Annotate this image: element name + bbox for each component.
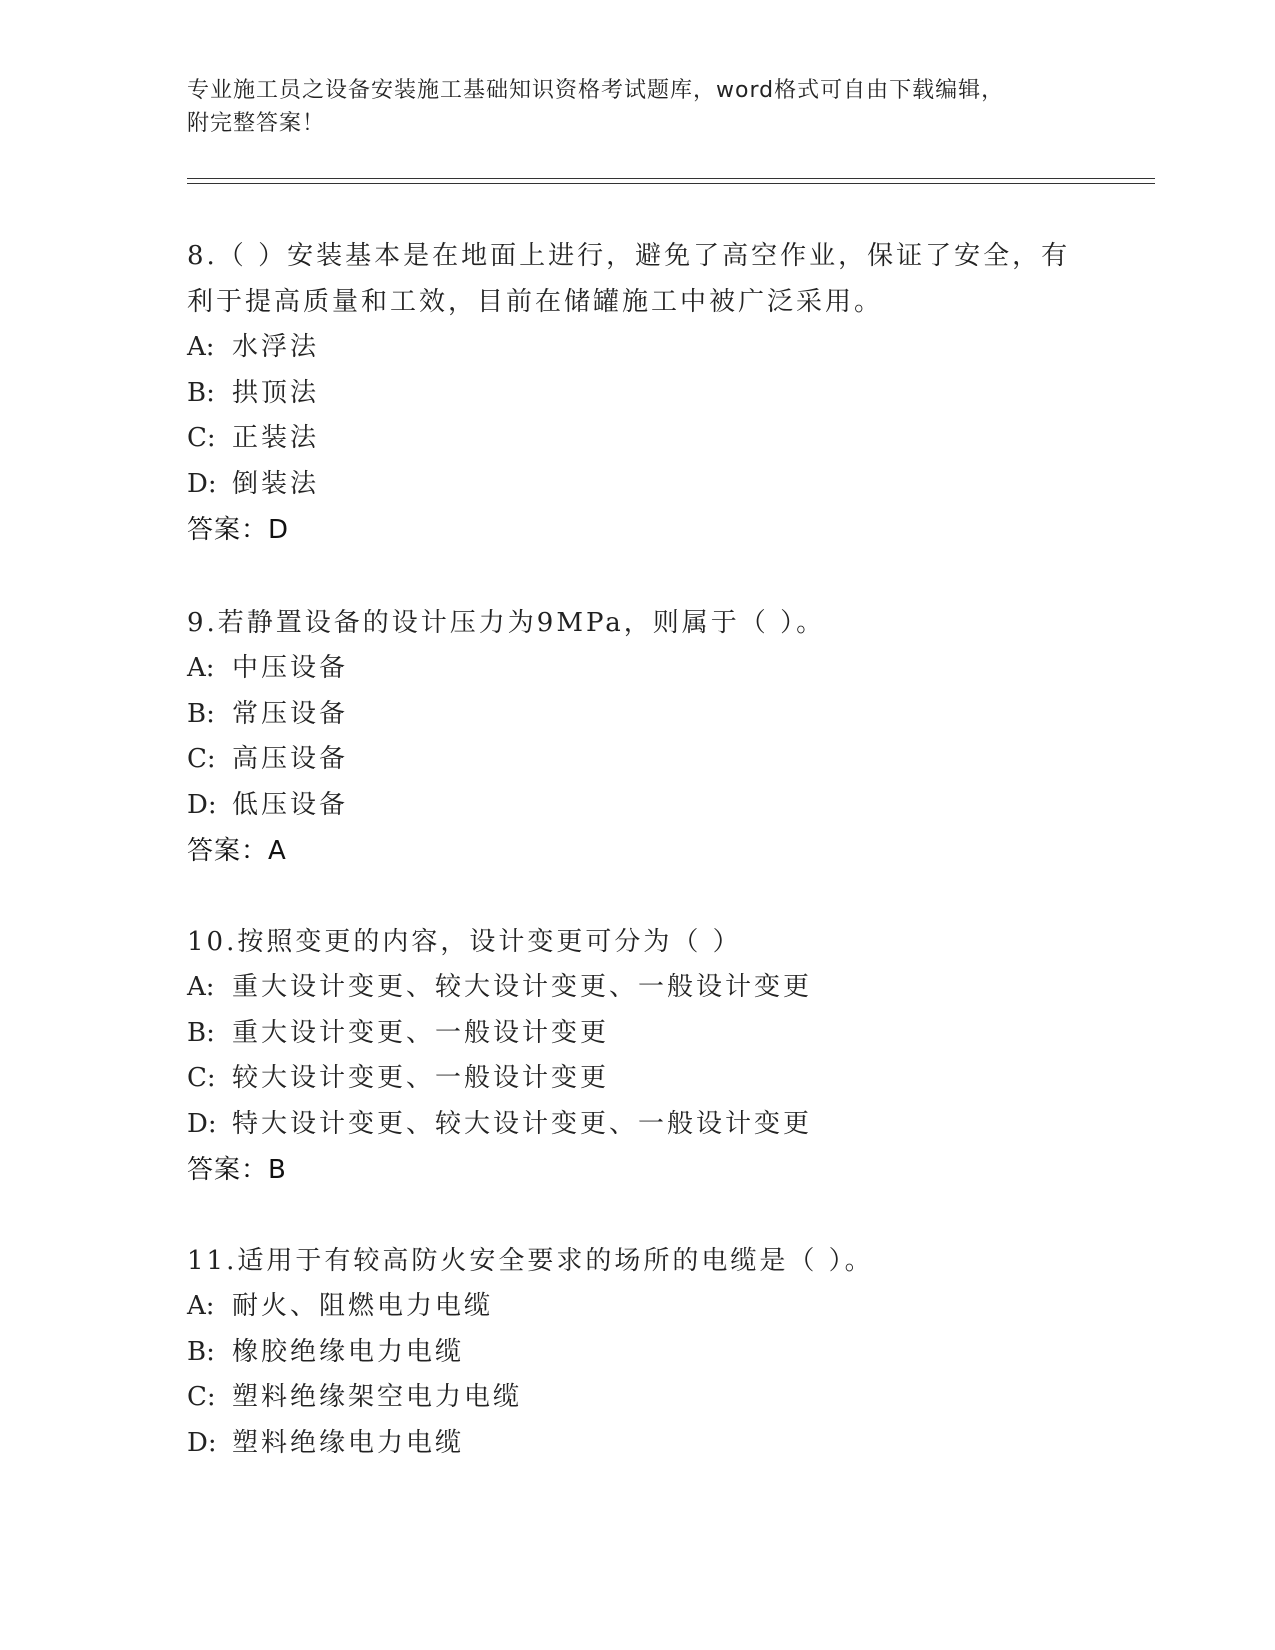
- option-c: [187, 416, 1087, 462]
- option-letter: D:: [187, 1427, 217, 1458]
- option-d: [187, 462, 1087, 508]
- option-text: 橡胶绝缘电力电缆: [232, 1336, 465, 1367]
- option-text: 耐火、阻燃电力电缆: [232, 1291, 494, 1321]
- option-a: [187, 325, 1087, 371]
- option-letter: C:: [187, 423, 216, 453]
- option-text: 倒装法: [232, 468, 320, 499]
- option-text: 高压设备: [232, 744, 349, 774]
- header-title-line-1: 专业施工员之设备安装施工基础知识资格考试题库，word格式可自由下载编辑，: [187, 78, 1005, 103]
- option-b: [187, 371, 1087, 417]
- question-stem-line: 10.按照变更的内容，设计变更可分为（ ）: [187, 927, 742, 957]
- header-title-line-2: 附完整答案！: [187, 111, 326, 136]
- option-letter: B:: [187, 1017, 215, 1048]
- option-d: [187, 1102, 1087, 1148]
- header-divider-top: [187, 178, 1155, 179]
- option-text: 特大设计变更、较大设计变更、一般设计变更: [232, 1108, 813, 1139]
- option-a: [187, 646, 1087, 692]
- option-letter: C:: [187, 1382, 216, 1412]
- option-a: [187, 1284, 1087, 1330]
- option-letter: B:: [187, 377, 215, 408]
- option-letter: B:: [187, 1336, 215, 1367]
- option-text: 中压设备: [232, 653, 349, 683]
- option-text: 常压设备: [232, 698, 349, 729]
- question-stem-line: 9.若静置设备的设计压力为9MPa，则属于（ ）。: [187, 608, 826, 638]
- option-letter: C:: [187, 744, 216, 774]
- option-text: 正装法: [232, 423, 320, 453]
- option-c: [187, 1056, 1087, 1102]
- question-10: [187, 919, 1087, 1193]
- answer-label: 答案：A: [187, 836, 287, 866]
- option-letter: A:: [187, 1291, 215, 1321]
- question-stem: [187, 919, 1087, 965]
- document-header: [187, 74, 1067, 140]
- question-stem-line: 11.适用于有较高防火安全要求的场所的电缆是（ ）。: [187, 1246, 874, 1276]
- option-letter: A:: [187, 332, 215, 362]
- question-8: [187, 233, 1087, 553]
- question-9: [187, 600, 1087, 874]
- option-d: [187, 1421, 1087, 1467]
- option-c: [187, 737, 1087, 783]
- option-text: 水浮法: [232, 332, 320, 362]
- question-stem: [187, 1238, 1087, 1284]
- header-divider-bottom: [187, 183, 1155, 184]
- option-letter: D:: [187, 1108, 217, 1139]
- question-stem-line: 8.（ ）安装基本是在地面上进行，避免了高空作业，保证了安全，有: [187, 241, 1071, 271]
- option-letter: C:: [187, 1063, 216, 1093]
- option-a: [187, 965, 1087, 1011]
- option-text: 拱顶法: [232, 377, 320, 408]
- option-letter: D:: [187, 468, 217, 499]
- answer-label: 答案：B: [187, 1155, 287, 1185]
- question-stem: [187, 233, 1087, 325]
- answer-label: 答案：D: [187, 515, 290, 545]
- option-letter: B:: [187, 698, 215, 729]
- question-stem: [187, 600, 1087, 646]
- option-text: 低压设备: [232, 789, 349, 820]
- option-letter: A:: [187, 653, 215, 683]
- question-11: [187, 1238, 1087, 1466]
- option-b: [187, 1330, 1087, 1376]
- option-d: [187, 783, 1087, 829]
- option-c: [187, 1375, 1087, 1421]
- option-letter: D:: [187, 789, 217, 820]
- option-text: 较大设计变更、一般设计变更: [232, 1063, 610, 1093]
- option-b: [187, 1011, 1087, 1057]
- option-text: 塑料绝缘架空电力电缆: [232, 1382, 523, 1412]
- option-text: 重大设计变更、较大设计变更、一般设计变更: [232, 972, 813, 1002]
- question-stem-line: 利于提高质量和工效，目前在储罐施工中被广泛采用。: [187, 287, 884, 317]
- option-letter: A:: [187, 972, 215, 1002]
- option-b: [187, 692, 1087, 738]
- option-text: 重大设计变更、一般设计变更: [232, 1017, 610, 1048]
- option-text: 塑料绝缘电力电缆: [232, 1427, 465, 1458]
